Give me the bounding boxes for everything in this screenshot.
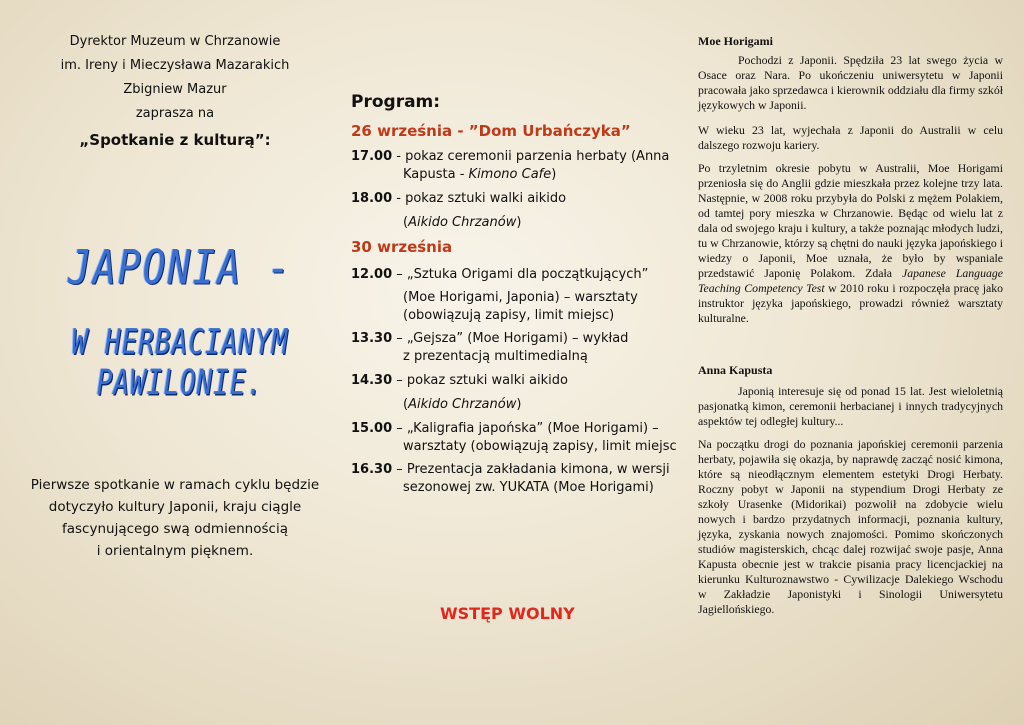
- bio-paragraph: W wieku 23 lat, wyjechała z Japonii do Australii w celu dalszego rozwoju kariery.: [698, 123, 1003, 152]
- item-text: – „Gejsza” (Moe Horigami) – wykład: [392, 331, 629, 346]
- program-item: [351, 148, 681, 184]
- bio-paragraph: Japonią interesuje się od ponad 15 lat. Jest wieloletnią pasjonatką kimon, ceremonii herbacianej i innych tradycyjnych aspektów tej odległej kultury...: [698, 384, 1003, 428]
- bio-text: Po trzyletnim okresie pobytu w Australii, Moe Horigami przeniosła się do Anglii gdzie mieszkała przez kolejne trzy lata. Następnie, w 2008 roku przybyła do Polski z mężem Polakiem, od tamtej pory mieszka w Chrzanowie. Będąc od wielu lat z dala od swojego kraju i kultury, a także poznając młodych ludzi, tu w Chrzanowie, którzy są chętni do nauki języka japońskiego i wiedzy o Japonii, Moe uznała, że było by wspaniale przedstawić Japonię Polakom. Zdała: [698, 161, 1003, 280]
- bio-name-moe: Moe Horigami: [698, 34, 773, 48]
- bio-paragraph: Na początku drogi do poznania japońskiej ceremonii parzenia herbaty, pojawiła się okazja, by naprawdę zacząć nosić kimona, które są nieodłącznym elementem estetyki Drogi Herbaty. Roczny pobyt w Japonii na stypendium Drogi Herbaty ze szkoły Urasenke (Midorikai) pozwolił na zdobycie wielu nowych i bardzo przydatnych informacji, poznania kultury, języka, zyskania nowych znajomości. Pomimo skończonych studiów magisterskich, chcąc dalej rozwijać swoje pasje, Anna Kapusta obecnie jest w trakcie pisania pracy licencjackiej na kierunku Kulturoznawstwo - Cywilizacje Dalekiego Wschodu w Zakładzie Japonistyki i Sinologii Uniwersytetu Jagiellońskiego.: [698, 437, 1003, 616]
- bio-paragraph: [698, 161, 1003, 326]
- program-item: [351, 266, 681, 325]
- item-sub-em: Aikido Chrzanów: [408, 397, 517, 412]
- bio-text-em: Japanese Language Teaching Competency Test: [698, 266, 1004, 295]
- program-item: [351, 372, 681, 414]
- item-time: 18.00: [351, 191, 393, 206]
- item-sub: [351, 214, 681, 232]
- item-time: 12.00: [351, 267, 393, 282]
- item-sub: (obowiązują zapisy, limit miejsc): [403, 308, 615, 323]
- bio-paragraph: Pochodzi z Japonii. Spędziła 23 lat swego życia w Osace oraz Nara. Po ukończeniu uniwersytetu w Japonii pracowała jako sprzedawca i kierownik oddziału dla firmy szkół językowych w Japonii.: [698, 53, 1003, 112]
- item-time: 16.30: [351, 462, 393, 477]
- item-time: 17.00: [351, 149, 393, 164]
- item-sub: (Moe Horigami, Japonia) – warsztaty: [403, 290, 638, 305]
- program-day-2: 30 września: [351, 238, 453, 256]
- item-sub-text: (: [403, 215, 409, 230]
- item-sub: [351, 166, 681, 184]
- item-sub-em: Kimono Cafe: [468, 167, 552, 182]
- item-sub: warsztaty (obowiązują zapisy, limit miejsc: [403, 439, 677, 454]
- intro-line: i orientalnym pięknem.: [96, 543, 254, 559]
- intro-line: fascynującego swą odmiennością: [62, 521, 288, 537]
- item-time: 14.30: [351, 373, 393, 388]
- intro-line: Pierwsze spotkanie w ramach cyklu będzie: [30, 477, 320, 493]
- program-panel: [340, 0, 690, 725]
- item-sub-text: ): [551, 167, 557, 182]
- item-sub: [351, 396, 681, 414]
- bio-text: w 2010 roku i rozpoczęła pracę jako instruktor języka japońskiego, prowadzi również warsztaty kulturalne.: [698, 281, 1004, 325]
- item-text: - pokaz sztuki walki aikido: [392, 191, 567, 206]
- intro-line: dotyczyło kultury Japonii, kraju ciągle: [48, 499, 302, 515]
- item-text: – Prezentacja zakładania kimona, w wersji: [392, 462, 670, 477]
- event-title-line1: JAPONIA -: [68, 239, 292, 295]
- item-time: 15.00: [351, 421, 393, 436]
- program-item: [351, 420, 681, 456]
- invite-line: Dyrektor Muzeum w Chrzanowie: [69, 34, 281, 49]
- invite-line: im. Ireny i Mieczysława Mazarakich: [60, 58, 290, 73]
- item-sub: sezonowej zw. YUKATA (Moe Horigami): [403, 480, 654, 495]
- program-item: [351, 461, 681, 497]
- item-text: – „Sztuka Origami dla początkujących”: [392, 267, 649, 282]
- intro-text: [0, 474, 350, 562]
- item-sub: z prezentacją multimedialną: [403, 349, 588, 364]
- left-panel: [0, 0, 350, 725]
- invite-line: Zbigniew Mazur: [123, 82, 227, 97]
- invitation-block: [0, 30, 350, 152]
- bios-panel: [686, 0, 1024, 725]
- program-day-1: 26 września - ”Dom Urbańczyka”: [351, 122, 631, 140]
- item-time: 13.30: [351, 331, 393, 346]
- item-text: – pokaz sztuki walki aikido: [392, 373, 568, 388]
- program-item: [351, 190, 681, 232]
- item-sub-text: (: [403, 397, 409, 412]
- item-sub-text: ): [516, 215, 522, 230]
- item-text: - pokaz ceremonii parzenia herbaty (Anna: [392, 149, 670, 164]
- program-title: Program:: [351, 92, 441, 112]
- item-text: – „Kaligrafia japońska” (Moe Horigami) –: [392, 421, 659, 436]
- item-sub-em: Aikido Chrzanów: [408, 215, 517, 230]
- item-sub-text: Kapusta -: [403, 167, 469, 182]
- bio-name-anna: Anna Kapusta: [698, 363, 773, 377]
- event-title-line2: W HERBACIANYM PAWILONIE.: [71, 322, 289, 404]
- meeting-title: „Spotkanie z kulturą”:: [79, 131, 271, 149]
- invite-line: zaprasza na: [135, 106, 215, 121]
- free-entry-label: WSTĘP WOLNY: [440, 604, 575, 623]
- item-sub-text: ): [516, 397, 522, 412]
- program-item: [351, 330, 681, 366]
